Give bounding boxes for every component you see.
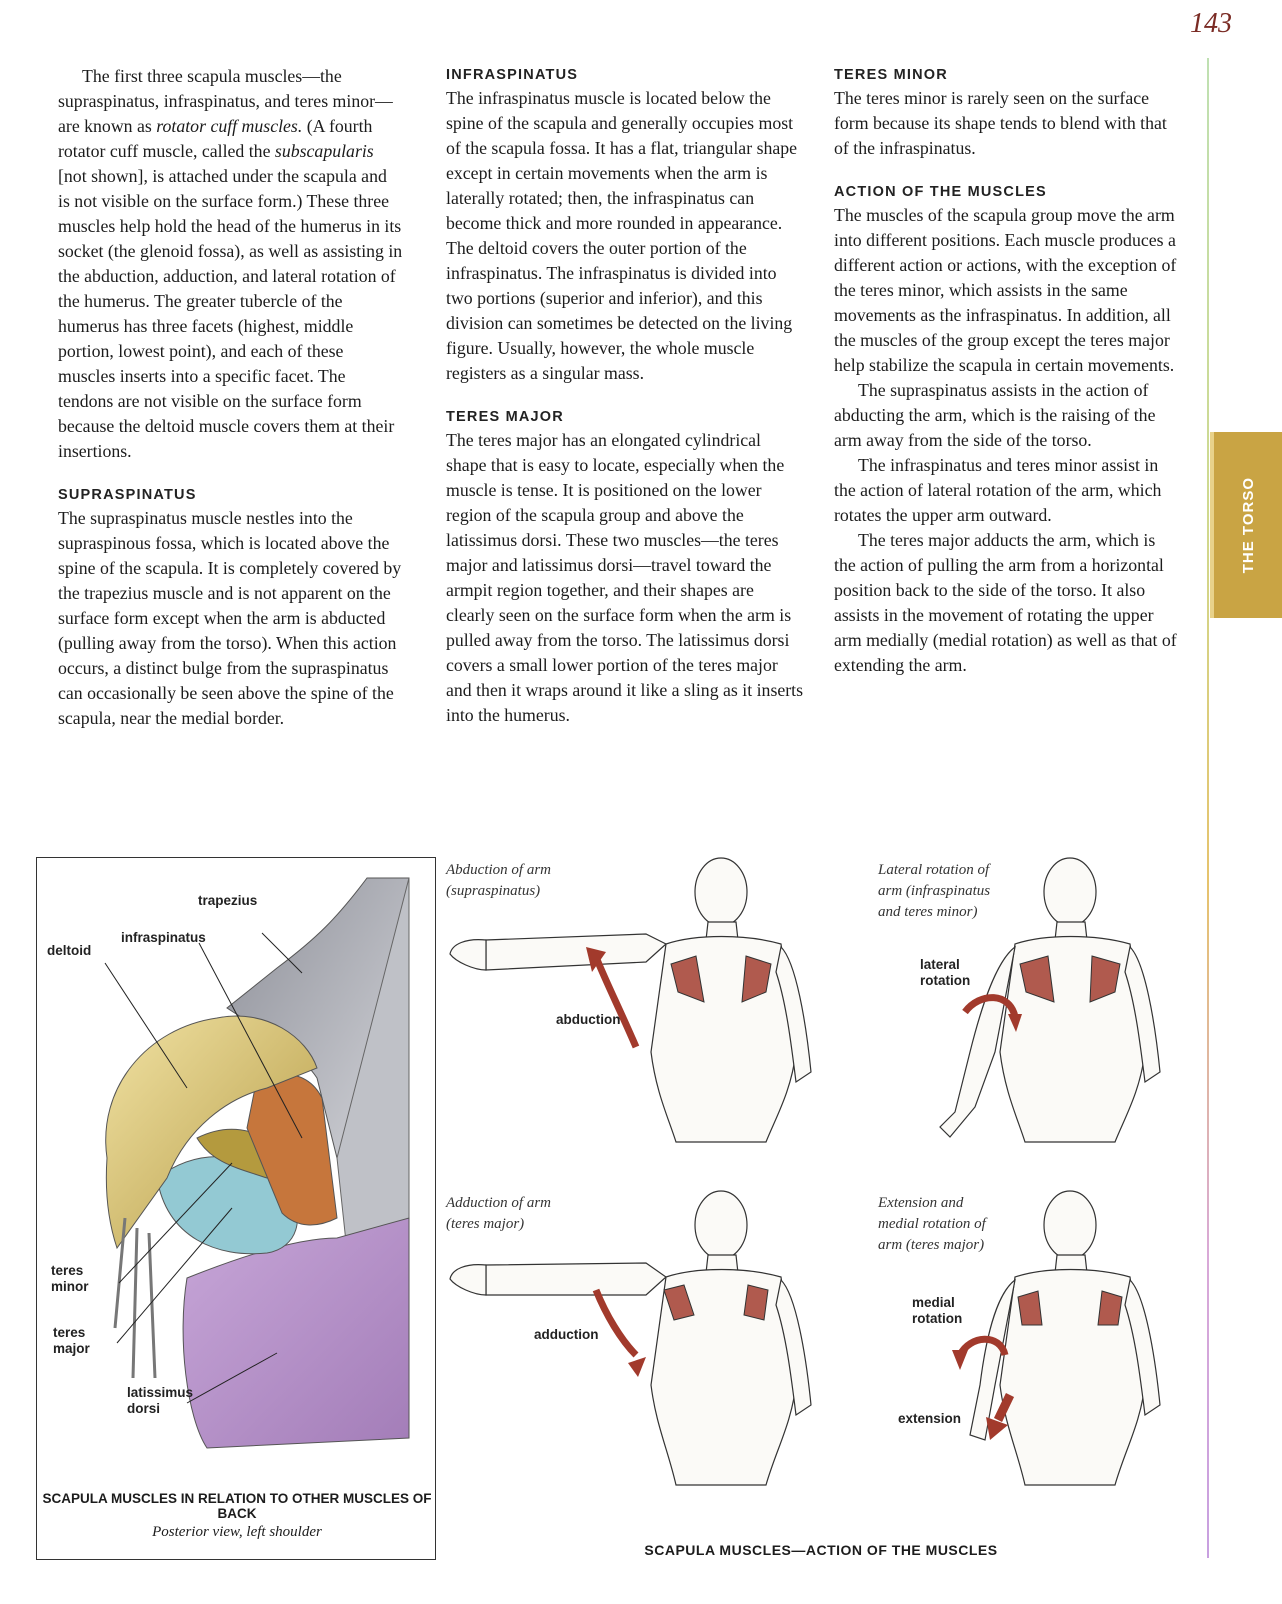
- actions-caption: SCAPULA MUSCLES—ACTION OF THE MUSCLES: [644, 1542, 998, 1558]
- caption-lateral-rotation: Lateral rotation of arm (infraspinatus and teres minor): [878, 862, 991, 920]
- label-teres-major: teres major: [53, 1325, 90, 1356]
- action-paragraph-2: The supraspinatus assists in the action of abducting the arm, which is the raising of the arm away from the side of the torso.: [834, 380, 1156, 450]
- shoulder-illustration: [37, 858, 437, 1478]
- label-extension: extension: [898, 1411, 962, 1426]
- label-infraspinatus: infraspinatus: [121, 930, 206, 945]
- heading-teres-minor: TERES MINOR: [834, 67, 948, 83]
- action-paragraph-4: The teres major adducts the arm, which is the action of pulling the arm from a horizontal position back to the side of the torso. It also assists in the movement of rotating the upper arm medially (medial rotation) as well as that of extending the arm.: [834, 530, 1177, 675]
- heading-teres-major: TERES MAJOR: [446, 409, 564, 425]
- label-medial-rotation: medial rotation: [912, 1295, 963, 1326]
- supraspinatus-paragraph: The supraspinatus muscle nestles into the supraspinous fossa, which is located above the spine of the scapula. It is completely covered by the trapezius muscle and is not apparent on the surface form except when the arm is abducted (pulling away from the torso). When this action occurs, a distinct bulge from the supraspinatus can occasionally be seen above the spine of the scapula, near the medial border.: [58, 508, 402, 728]
- panel-abduction: [446, 852, 826, 1182]
- heading-supraspinatus: SUPRASPINATUS: [58, 487, 197, 503]
- label-abduction: abduction: [556, 1012, 621, 1027]
- label-teres-minor: teres minor: [51, 1263, 89, 1294]
- text-column-1: [58, 64, 403, 731]
- action-paragraph-1: The muscles of the scapula group move the arm into different positions. Each muscle produces a different action or actions, with the exception of the teres minor, which assists in the same movements as the infraspinatus. In addition, all the muscles of the group except the teres major help stabilize the scapula in certain movements.: [834, 205, 1177, 375]
- panel-extension-medial-rotation: [870, 1185, 1250, 1515]
- heading-infraspinatus: INFRASPINATUS: [446, 67, 579, 83]
- caption-extension-medial: Extension and medial rotation of arm (teres major): [878, 1195, 986, 1253]
- caption-adduction: Adduction of arm (teres major): [446, 1195, 551, 1232]
- page-number: 143: [1190, 8, 1232, 39]
- infraspinatus-paragraph: The infraspinatus muscle is located below the spine of the scapula and generally occupies most of the scapula fossa. It has a flat, triangular shape except in certain movements when the arm is laterally rotated; then, the infraspinatus can become thick and more rounded in appearance. The deltoid covers the outer portion of the infraspinatus. The infraspinatus is divided into two portions (superior and inferior), and this division can sometimes be detected on the living figure. Usually, however, the whole muscle registers as a singular mass.: [446, 88, 798, 383]
- panel-lateral-rotation: [870, 852, 1250, 1182]
- heading-action: ACTION OF THE MUSCLES: [834, 184, 1047, 200]
- figure-adduction-back: [446, 1185, 826, 1525]
- label-deltoid: deltoid: [47, 943, 92, 958]
- latissimus-shape: [183, 1218, 409, 1448]
- intro-paragraph: The first three scapula muscles—the supraspinatus, infraspinatus, and teres minor—are known as rotator cuff muscles. (A fourth rotator cuff muscle, called the subscapularis [not shown], is attached under the scapula and is not visible on the surface form.) These three muscles help hold the head of the humerus in its socket (the glenoid fossa), as well as assisting in the abduction, adduction, and lateral rotation of the humerus. The greater tubercle of the humerus has three facets (highest, middle portion, lowest point), and each of these muscles inserts into a specific facet. The tendons are not visible on the surface form because the deltoid muscle covers them at their insertions.: [58, 66, 403, 461]
- text-column-3: [834, 64, 1179, 678]
- panel-adduction: [446, 1185, 826, 1515]
- label-latissimus-dorsi: latissimus dorsi: [127, 1385, 194, 1416]
- label-trapezius: trapezius: [198, 893, 258, 908]
- teres-major-paragraph: The teres major has an elongated cylindrical shape that is easy to locate, especially when the muscle is tense. It is positioned on the lower region of the scapula group and above the latissimus dorsi. These two muscles—the teres major and latissimus dorsi—travel toward the armpit region together, and their shapes are clearly seen on the surface form when the arm is pulled away from the torso. The latissimus dorsi covers a small lower portion of the teres major and then it wraps around it like a sling as it inserts into the humerus.: [446, 430, 804, 725]
- label-adduction: adduction: [534, 1327, 599, 1342]
- figure-subcaption: Posterior view, left shoulder: [152, 1524, 322, 1540]
- shoulder-muscles-figure: [36, 857, 436, 1560]
- action-paragraph-3: The infraspinatus and teres minor assist in the action of lateral rotation of the arm, which rotates the upper arm outward.: [834, 455, 1162, 525]
- teres-minor-paragraph: The teres minor is rarely seen on the surface form because its shape tends to blend with that of the infraspinatus.: [834, 88, 1167, 158]
- text-column-2: [446, 64, 804, 728]
- section-tab[interactable]: THE TORSO: [1210, 432, 1282, 618]
- label-lateral-rotation: lateral rotation: [920, 957, 971, 988]
- caption-abduction: Abduction of arm (supraspinatus): [446, 862, 551, 899]
- figure-caption: SCAPULA MUSCLES IN RELATION TO OTHER MUSCLES OF BACK: [42, 1491, 432, 1521]
